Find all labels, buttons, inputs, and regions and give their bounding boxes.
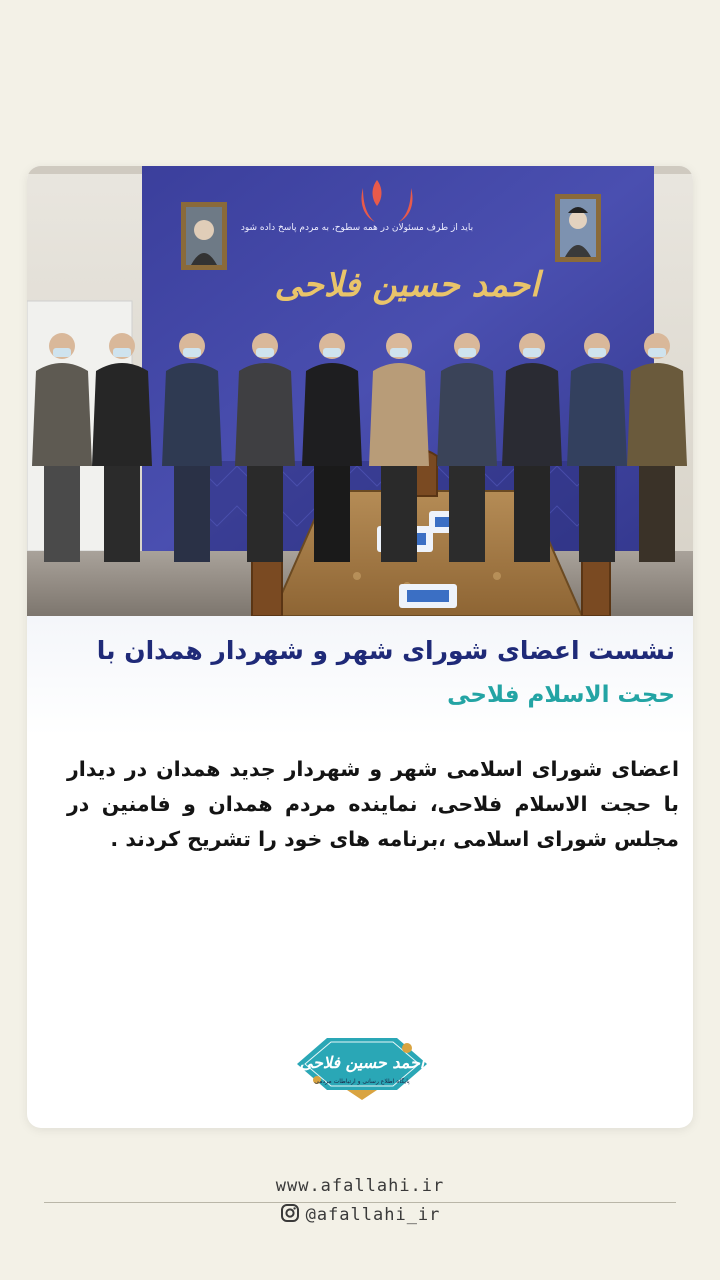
- brand-logo: [287, 1026, 437, 1106]
- post-card: [27, 166, 693, 1128]
- instagram-icon: [280, 1203, 300, 1227]
- instagram-handle-row: [0, 1203, 720, 1227]
- banner-name: احمد حسین فلاحی: [274, 265, 540, 305]
- banner-slogan: باید از طرف مسئولان در همه سطوح، به مردم پاسخ داده شود: [240, 223, 474, 233]
- website-link[interactable]: www.afallahi.ir: [275, 1176, 445, 1196]
- post-headline: [27, 616, 693, 736]
- post-body: اعضای شورای اسلامی شهر و شهردار جدید همدان در دیدار با حجت الاسلام فلاحی، نماینده مردم همدان و فامنین در مجلس شورای اسلامی ،برنامه های خود را تشریح کردند .: [67, 757, 679, 851]
- logo-subtitle: پایگاه اطلاع رسانی و ارتباطات مردمی: [314, 1078, 410, 1085]
- instagram-handle[interactable]: @afallahi_ir: [305, 1205, 441, 1225]
- post-photo: [27, 166, 693, 616]
- logo-name: احمد حسین فلاحی: [299, 1053, 425, 1072]
- post-subtitle: حجت الاسلام فلاحی: [447, 682, 675, 708]
- post-title: نشست اعضای شورای شهر و شهردار همدان با: [96, 636, 675, 665]
